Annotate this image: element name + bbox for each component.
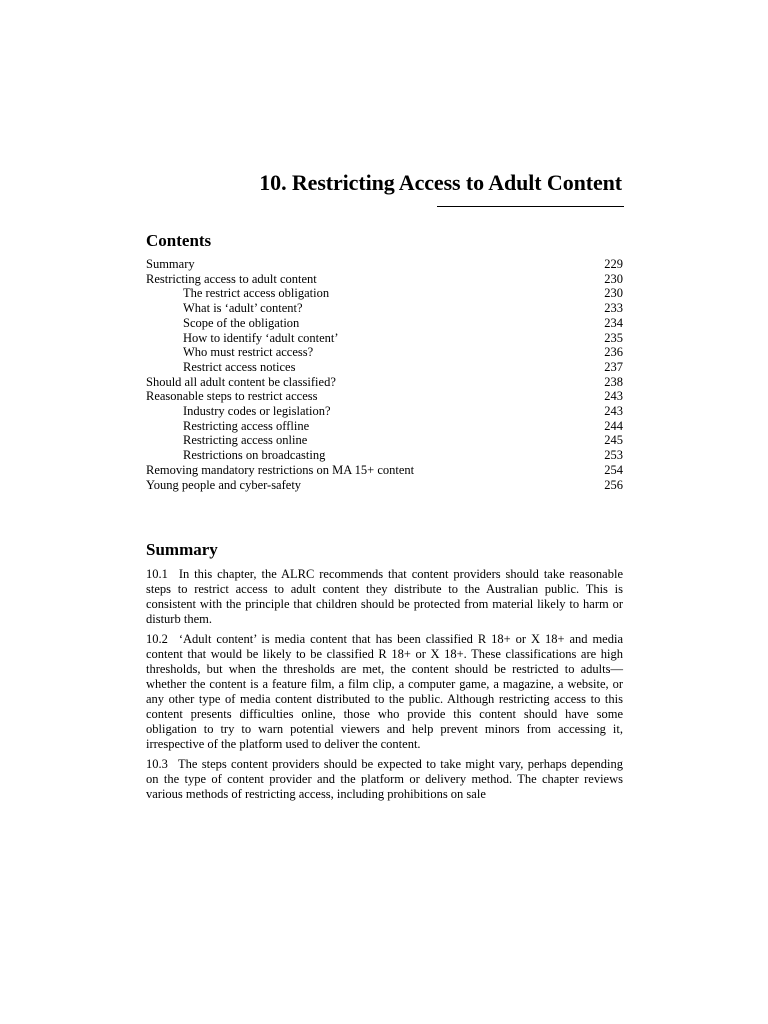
toc-subentry[interactable]: [146, 360, 623, 375]
toc-entry-label: The restrict access obligation: [183, 286, 330, 301]
toc-entry-page: 238: [604, 374, 623, 389]
toc-entry-page: 230: [604, 286, 623, 301]
toc-entry-label: Who must restrict access?: [183, 345, 314, 360]
toc-entry[interactable]: [146, 375, 623, 390]
toc-entry-label: Reasonable steps to restrict access: [146, 389, 318, 404]
toc-entry-page: 244: [604, 418, 623, 433]
toc-entry[interactable]: [146, 478, 623, 493]
toc-entry-label: Scope of the obligation: [183, 315, 300, 330]
toc-entry-page: 236: [604, 345, 623, 360]
paragraph-text: The steps content providers should be expected to take might vary, perhaps depending on the type of content provider and the platform or delivery method. The chapter reviews various methods of restricting access, including prohibitions on sale: [146, 757, 623, 801]
title-rule: [437, 206, 624, 207]
toc-entry[interactable]: [146, 257, 623, 272]
toc-entry-label: What is ‘adult’ content?: [183, 301, 303, 316]
paragraph-text: In this chapter, the ALRC recommends that content providers should take reasonable steps to restrict access to adult content they distribute to the Australian public. This is consistent with the principle that children should be protected from material likely to harm or disturb them.: [146, 567, 624, 626]
toc-entry-page: 256: [604, 477, 623, 492]
toc-entry-page: 233: [604, 301, 623, 316]
toc-entry-label: Should all adult content be classified?: [146, 374, 336, 389]
toc-subentry[interactable]: [146, 345, 623, 360]
toc-entry-page: 234: [604, 315, 623, 330]
toc-entry-label: Restricting access to adult content: [146, 271, 317, 286]
toc-entry-page: 237: [604, 359, 623, 374]
toc-subentry[interactable]: [146, 433, 623, 448]
toc-entry-label: Restricting access offline: [183, 418, 310, 433]
summary-body: [146, 567, 623, 807]
toc-entry-label: Summary: [146, 257, 195, 271]
chapter-title: 10. Restricting Access to Adult Content: [259, 170, 622, 195]
toc-subentry[interactable]: [146, 331, 623, 346]
toc-entry-label: How to identify ‘adult content’: [183, 330, 339, 345]
toc-entry-label: Removing mandatory restrictions on MA 15+ content: [146, 462, 415, 477]
paragraph: [146, 632, 623, 752]
paragraph-number: 10.1: [146, 567, 168, 581]
toc-entry-page: 254: [604, 462, 623, 477]
paragraph: [146, 567, 623, 627]
toc-subentry[interactable]: [146, 301, 623, 316]
toc-entry-page: 253: [604, 448, 623, 463]
paragraph: [146, 757, 623, 802]
paragraph-number: 10.3: [146, 757, 168, 771]
table-of-contents: [146, 257, 623, 492]
contents-heading: Contents: [146, 231, 212, 250]
toc-entry-label: Industry codes or legislation?: [183, 404, 331, 419]
toc-subentry[interactable]: [146, 286, 623, 301]
paragraph-text: ‘Adult content’ is media content that has been classified R 18+ or X 18+ and media content that would be likely to be classified R 18+ or X 18+. These classifications are high thresholds, but when the thresholds are met, the content should be restricted to adults—whether the content is a feature film, a film clip, a computer game, a magazine, a website, or any other type of media content distributed to the public. Although restricting access to this content presents difficulties online, those who provide this content should have some obligation to try to warn potential viewers and help prevent minors from accessing it, irrespective of the platform used to deliver the content.: [146, 632, 624, 751]
toc-entry[interactable]: [146, 463, 623, 478]
toc-entry-label: Restricting access online: [183, 433, 308, 448]
toc-subentry[interactable]: [146, 448, 623, 463]
toc-subentry[interactable]: [146, 404, 623, 419]
toc-entry-label: Young people and cyber-safety: [146, 477, 302, 492]
toc-entry-page: 230: [604, 271, 623, 286]
toc-entry-page: 243: [604, 389, 623, 404]
toc-entry-page: 245: [604, 433, 623, 448]
paragraph-number: 10.2: [146, 632, 168, 646]
toc-entry[interactable]: [146, 389, 623, 404]
toc-entry-page: 229: [604, 257, 623, 271]
toc-subentry[interactable]: [146, 316, 623, 331]
summary-heading: Summary: [146, 540, 218, 559]
toc-entry-label: Restrictions on broadcasting: [183, 448, 326, 463]
toc-entry-page: 235: [604, 330, 623, 345]
toc-subentry[interactable]: [146, 419, 623, 434]
toc-entry-page: 243: [604, 404, 623, 419]
toc-entry[interactable]: [146, 272, 623, 287]
toc-entry-label: Restrict access notices: [183, 359, 296, 374]
